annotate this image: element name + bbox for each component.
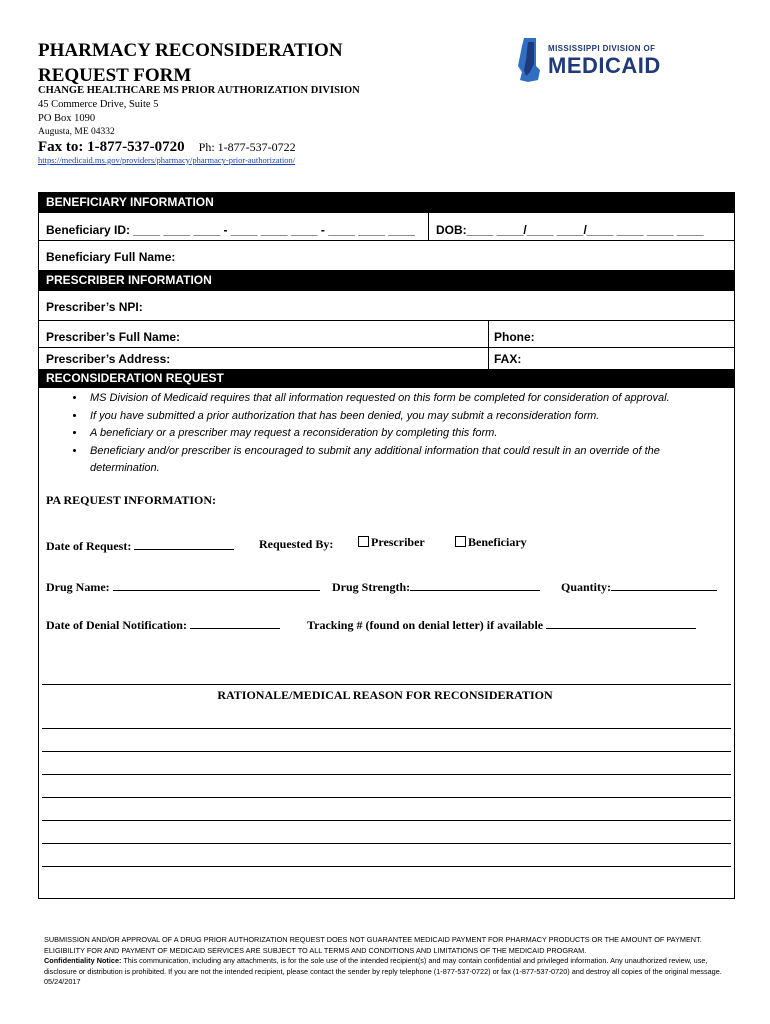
form-title-line2: REQUEST FORM — [38, 65, 192, 86]
form-title — [38, 38, 368, 88]
instruction-item: • Beneficiary and/or prescriber is encouraged to submit any additional information that could result in an override of the determination. — [86, 443, 714, 478]
beneficiary-option[interactable] — [455, 535, 527, 550]
prescriber-option-label: Prescriber — [371, 535, 425, 549]
denial-date-label: Date of Denial Notification: — [46, 618, 187, 632]
reconsideration-section-header: RECONSIDERATION REQUEST — [38, 369, 735, 388]
confidentiality-label: Confidentiality Notice: — [44, 956, 122, 965]
beneficiary-id-field[interactable]: Beneficiary ID: ____ ____ ____ - ____ ____ ____ - ____ ____ ____ — [46, 223, 415, 237]
divider — [428, 213, 429, 241]
instruction-item: • If you have submitted a prior authorization that has been denied, you may submit a reconsideration form. — [86, 408, 714, 426]
requested-by-label: Requested By: — [259, 537, 334, 551]
rationale-line[interactable] — [42, 866, 731, 867]
instructions-list — [64, 390, 714, 478]
rationale-line[interactable] — [42, 820, 731, 821]
rationale-line[interactable] — [42, 797, 731, 798]
drug-strength-input[interactable] — [410, 578, 540, 591]
instruction-item: • MS Division of Medicaid requires that all information requested on this form be completed for consideration of approval. — [86, 390, 714, 408]
organization-name: CHANGE HEALTHCARE MS PRIOR AUTHORIZATION DIVISION — [38, 85, 360, 96]
drug-strength-field[interactable] — [332, 578, 540, 595]
drug-name-input[interactable] — [113, 578, 320, 591]
beneficiary-section-header: BENEFICIARY INFORMATION — [38, 192, 735, 213]
address-line1: 45 Commerce Drive, Suite 5 — [38, 99, 159, 110]
denial-date-input[interactable] — [190, 616, 280, 629]
divider — [488, 321, 489, 369]
rationale-line[interactable] — [42, 843, 731, 844]
denial-date-field[interactable] — [46, 616, 280, 633]
prescriber-phone-field[interactable]: Phone: — [494, 330, 535, 344]
quantity-label: Quantity: — [561, 580, 612, 594]
address-line2: PO Box 1090 — [38, 113, 96, 124]
rationale-top-rule — [42, 684, 731, 685]
drug-strength-label: Drug Strength: — [332, 580, 411, 594]
rationale-heading: RATIONALE/MEDICAL REASON FOR RECONSIDERATION — [217, 688, 553, 702]
rationale-line[interactable] — [42, 728, 731, 729]
date-of-request-input[interactable] — [134, 537, 234, 550]
footer — [44, 935, 734, 988]
form-date: 05/24/2017 — [44, 977, 81, 986]
tracking-field[interactable] — [307, 616, 696, 633]
drug-name-label: Drug Name: — [46, 580, 110, 594]
instruction-item: • A beneficiary or a prescriber may request a reconsideration by completing this form. — [86, 425, 714, 443]
prescriber-checkbox[interactable] — [358, 536, 369, 547]
logo-wordmark: MEDICAID — [548, 53, 661, 78]
prescriber-fax-field[interactable]: FAX: — [494, 352, 522, 366]
prescriber-npi-field[interactable]: Prescriber’s NPI: — [46, 300, 143, 314]
phone-number: Ph: 1-877-537-0722 — [198, 140, 296, 154]
tracking-input[interactable] — [546, 616, 696, 629]
date-of-request-field[interactable] — [46, 537, 234, 554]
prescriber-address-field[interactable]: Prescriber’s Address: — [46, 352, 171, 366]
disclaimer-line1: SUBMISSION AND/OR APPROVAL OF A DRUG PRIOR AUTHORIZATION REQUEST DOES NOT GUARANTEE MEDICAID PAYMENT FOR PHARMACY PRODUCTS OR THE AMOUNT OF PAYMENT. — [44, 935, 702, 944]
beneficiary-checkbox[interactable] — [455, 536, 466, 547]
beneficiary-option-label: Beneficiary — [468, 535, 527, 549]
quantity-input[interactable] — [611, 578, 717, 591]
contact-line — [38, 138, 296, 156]
confidentiality-notice — [44, 956, 734, 977]
quantity-field[interactable] — [561, 578, 717, 595]
dob-field[interactable]: DOB:____ ____/____ ____/____ ____ ____ ____ — [436, 223, 704, 237]
rationale-line[interactable] — [42, 774, 731, 775]
tracking-label: Tracking # (found on denial letter) if available — [307, 618, 544, 632]
disclaimer-line2: ELIGIBILITY FOR AND PAYMENT OF MEDICAID SERVICES ARE SUBJECT TO ALL TERMS AND CONDITIONS AND LIMITATIONS OF THE MEDICAID PROGRAM. — [44, 945, 587, 955]
prescriber-section-header: PRESCRIBER INFORMATION — [38, 270, 735, 291]
fax-number: Fax to: 1-877-537-0720 — [38, 139, 185, 155]
prescriber-name-field[interactable]: Prescriber’s Full Name: — [46, 330, 181, 344]
beneficiary-name-field[interactable]: Beneficiary Full Name: — [46, 250, 176, 264]
date-of-request-label: Date of Request: — [46, 539, 132, 553]
medicaid-logo-icon — [514, 36, 548, 84]
address-line3: Augusta, ME 04332 — [38, 127, 115, 137]
prescriber-option[interactable] — [358, 535, 425, 550]
form-title-line1: PHARMACY RECONSIDERATION — [38, 40, 343, 61]
website-link[interactable]: https://medicaid.ms.gov/providers/pharmacy/pharmacy-prior-authorization/ — [38, 155, 296, 165]
logo-subtitle: MISSISSIPPI DIVISION OF — [548, 44, 656, 53]
drug-name-field[interactable] — [46, 578, 320, 595]
pa-request-heading: PA REQUEST INFORMATION: — [46, 493, 217, 507]
confidentiality-text: This communication, including any attachments, is for the sole use of the intended recipient(s) and may contain confidential and privileged information. Any unauthorized review, use, disclosure or distribution is prohibited. If you are not the intended recipient, please contact the sender by reply telephone (1-877-537-0722) or fax (1-877-537-0720) and destroy all copies of the original message. — [44, 956, 722, 976]
rationale-line[interactable] — [42, 751, 731, 752]
